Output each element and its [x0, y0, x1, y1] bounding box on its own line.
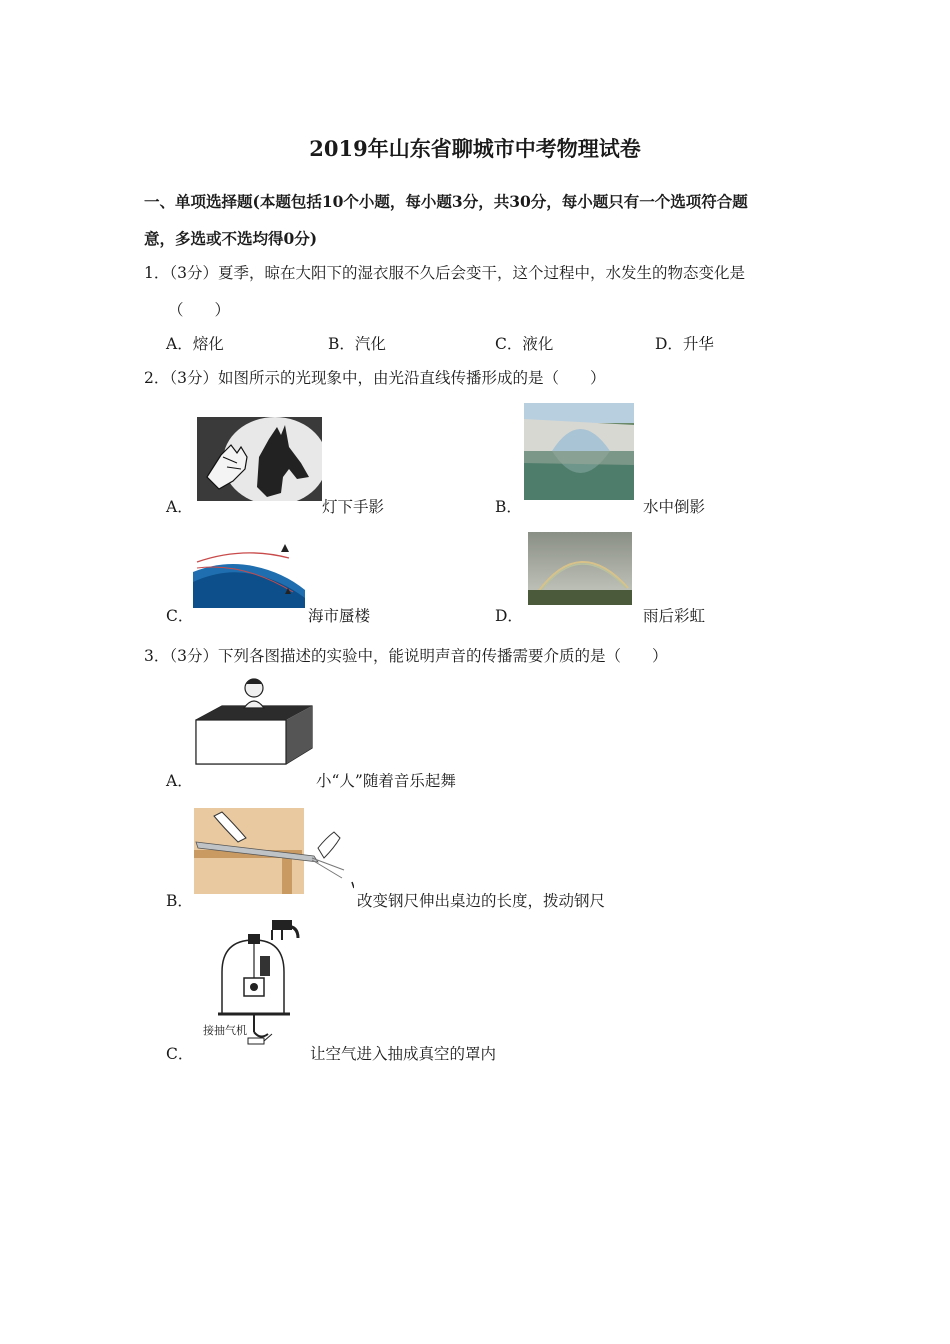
rainbow-image	[528, 532, 632, 605]
bell-jar-image	[198, 916, 310, 1048]
q3-option-b-letter: B．	[166, 892, 193, 910]
q2-option-a-caption: 灯下手影	[322, 498, 385, 516]
q3-stem: 3．（3分）下列各图描述的实验中，能说明声音的传播需要介质的是（ ）	[144, 647, 668, 665]
q1-option-a: A．熔化	[166, 335, 224, 353]
q2-option-a-letter: A．	[166, 498, 193, 516]
q3-option-a-caption: 小“人”随着音乐起舞	[316, 772, 456, 790]
q1-stem: 1．（3分）夏季，晾在大阳下的湿衣服不久后会变干，这个过程中，水发生的物态变化是	[144, 264, 745, 282]
q1-option-d: D．升华	[655, 335, 714, 353]
q3-option-b-caption: 改变钢尺伸出桌边的长度，拨动钢尺	[357, 892, 606, 910]
q1-option-b: B．汽化	[328, 335, 386, 353]
mirage-image	[193, 538, 305, 608]
hand-shadow-image	[197, 417, 322, 501]
q3-option-c-caption: 让空气进入抽成真空的罩内	[310, 1045, 497, 1063]
q2-option-c-letter: C．	[166, 607, 194, 625]
vacuum-pump-label: 接抽气机	[203, 1024, 247, 1037]
section-heading-line1: 一、单项选择题(本题包括10个小题，每小题3分，共30分，每小题只有一个选项符合题	[144, 192, 748, 211]
q2-option-d-caption: 雨后彩虹	[643, 607, 706, 625]
section-heading-line2: 意，多选或不选均得0分)	[144, 229, 318, 248]
bridge-reflection-image	[524, 403, 634, 500]
q3-option-c-letter: C．	[166, 1045, 194, 1063]
q2-stem: 2．（3分）如图所示的光现象中，由光沿直线传播形成的是（ ）	[144, 369, 606, 387]
q1-paren: （ ）	[168, 301, 231, 319]
page-title: 2019年山东省聊城市中考物理试卷	[309, 136, 641, 161]
q1-option-c: C．液化	[495, 335, 554, 353]
q3-option-a-letter: A．	[166, 772, 193, 790]
q2-option-c-caption: 海市蜃楼	[308, 607, 371, 625]
q2-option-b-caption: 水中倒影	[643, 498, 706, 516]
q2-option-b-letter: B．	[495, 498, 522, 516]
q2-option-d-letter: D．	[495, 607, 523, 625]
dancing-figure-image	[194, 674, 314, 766]
ruler-table-image	[194, 808, 354, 894]
